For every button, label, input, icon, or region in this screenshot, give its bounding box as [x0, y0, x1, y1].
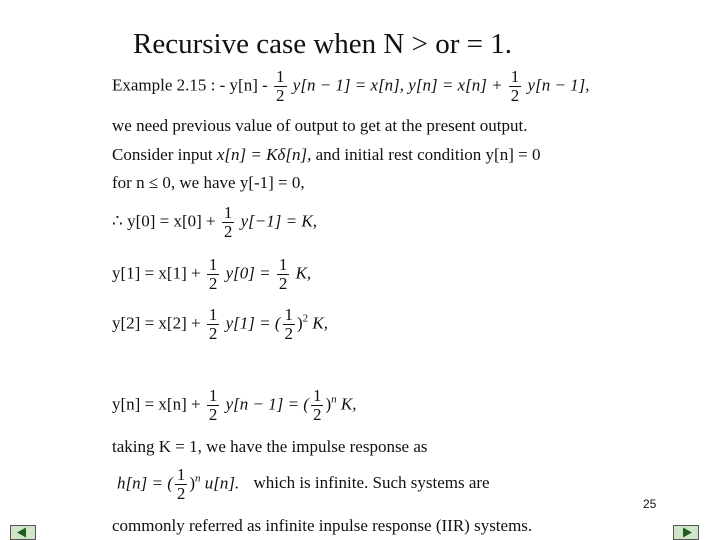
page-number: 25 — [643, 497, 657, 511]
fraction-half: $\frac{1}{2}$ — [208, 386, 218, 424]
y2-right: K, — [312, 313, 329, 333]
infinite-text: which is infinite. Such systems are — [253, 473, 490, 493]
example-eq-part-c: y[n − 1], — [527, 75, 590, 95]
iir-systems-text: commonly referred as infinite inpulse response (IIR) systems. — [112, 516, 533, 535]
impulse-response-equation: h[n] = ( $\frac{1}{2}$ )$^n$ u[n]. which is infinite. Such systems are — [117, 465, 490, 503]
y1-right: K, — [295, 263, 312, 283]
input-definition: x[n] = Kδ[n], — [216, 145, 312, 164]
yn-middle: y[n − 1] = ( — [225, 394, 309, 414]
yn-right: K, — [340, 394, 357, 414]
consider-line — [112, 145, 540, 165]
fraction-half: $\frac{1}{2}$ — [208, 305, 218, 343]
slide-title: Recursive case when N > or = 1. — [133, 28, 512, 60]
fraction-half: $\frac{1}{2}$ — [223, 203, 233, 241]
yn-left: y[n] = x[n] + — [112, 394, 201, 414]
fraction-half: $\frac{1}{2}$ — [284, 305, 293, 343]
example-eq-part-a: y[n − 1] = x[n], — [292, 75, 405, 95]
y2-left: y[2] = x[2] + — [112, 313, 201, 333]
hn-unit-step: u[n]. — [204, 473, 240, 493]
need-previous-text: we need previous value of output to get at the present output. — [112, 116, 528, 135]
y1-equation — [112, 256, 311, 293]
y0-equation — [112, 204, 317, 241]
previous-slide-button[interactable] — [10, 525, 36, 540]
y0-left: ∴ y[0] = x[0] + — [112, 211, 216, 231]
hn-left: h[n] = ( — [117, 473, 173, 493]
y0-right: y[−1] = K, — [240, 211, 317, 231]
fraction-half: $\frac{1}{2}$ — [276, 67, 285, 105]
next-slide-button[interactable] — [673, 525, 699, 540]
exponent: n — [195, 472, 201, 485]
y1-middle: y[0] = — [225, 263, 271, 283]
exponent: 2 — [302, 312, 309, 325]
fraction-half: $\frac{1}{2}$ — [208, 255, 218, 293]
fraction-half: $\frac{1}{2}$ — [510, 67, 520, 105]
taking-k-text: taking K = 1, we have the impulse response as — [112, 437, 428, 456]
for-n-line: for n ≤ 0, we have y[-1] = 0, — [112, 173, 305, 192]
fraction-half: $\frac{1}{2}$ — [312, 386, 322, 424]
example-equation — [112, 68, 590, 105]
left-arrow-icon — [11, 526, 35, 539]
yn-equation: y[n] = x[n] + $\frac{1}{2}$ y[n − 1] = ( $\frac{1}{2}$ )$^n$ K, — [112, 386, 357, 424]
y2-equation: y[2] = x[2] + $\frac{1}{2}$ y[1] = ( $\frac{1}{2}$ )$^2$ K, — [112, 305, 329, 343]
right-arrow-icon — [674, 526, 698, 539]
exponent: n — [331, 393, 337, 406]
y1-left: y[1] = x[1] + — [112, 263, 201, 283]
example-eq-part-b: y[n] = x[n] + — [408, 75, 503, 95]
fraction-half: $\frac{1}{2}$ — [278, 255, 288, 293]
rest-condition: and initial rest condition y[n] = 0 — [315, 145, 541, 164]
fraction-half: $\frac{1}{2}$ — [176, 465, 186, 503]
example-label: Example 2.15 : - y[n] - — [112, 75, 268, 95]
y2-middle: y[1] = ( — [225, 313, 281, 333]
consider-label: Consider input — [112, 145, 213, 164]
